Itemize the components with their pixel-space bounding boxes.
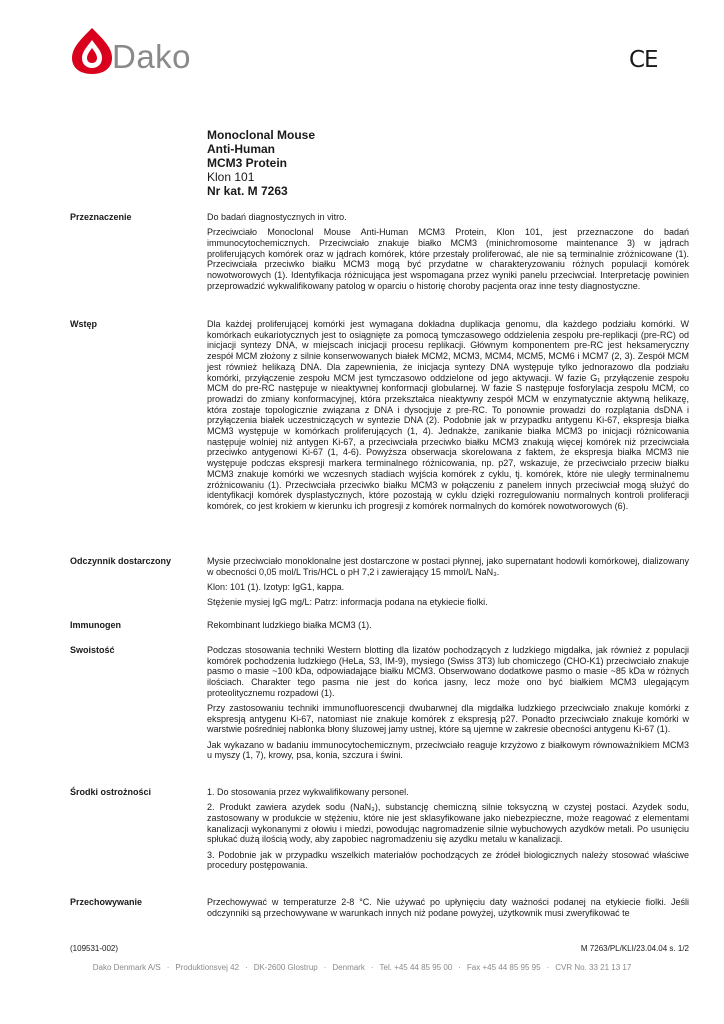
section-body [207, 787, 689, 875]
paragraph: 2. Produkt zawiera azydek sodu (NaN₃), substancję chemiczną silnie toksyczną w czystej postaci. Azydek sodu, zastosowany w produkcie w stężeniu, które nie jest sklasyfikowane jako niebezpieczne, może reagować z elementami kanalizacji wykonanymi z ołowiu i miedzi, powodując nagromadzenie silnie wybuchowych azydków metali. Po usunięciu spłukać dużą ilością wody, aby zapobiec nagromadzeniu się azydku metalu w kanalizacji. [207, 802, 689, 845]
title-line-4: Klon 101 [207, 170, 255, 184]
address-company: Dako Denmark A/S [92, 963, 161, 972]
paragraph: Podczas stosowania techniki Western blotting dla lizatów pochodzących z ludzkiego migdałka, jak również z populacji komórek pochodzenia ludzkiego (HeLa, S3, IM-9), mysiego (Swiss 3T3) lub chomiczego (CHO-K1) przeciwciało znakuje pasmo o masie ~100 kDa, odpowiadające białku MCM3. Obserwowano dodatkowe pasmo o masie ~85 kDa w różnych ilościach. Charakter tego pasma nie jest do końca jasny, lecz może ono być białkiem MCM3 ulegającym proteolitycznemu rozpadowi (1). [207, 645, 689, 698]
section-body [207, 212, 689, 296]
paragraph: Jak wykazano w badaniu immunocytochemicznym, przeciwciało reaguje krzyżowo z białkowym równoważnikiem MCM3 u myszy (1, 7), krowy, psa, konia, szczura i świni. [207, 739, 689, 761]
paragraph: Stężenie mysiej IgG mg/L: Patrz: informacja podana na etykiecie fiolki. [207, 597, 488, 608]
paragraph: 3. Podobnie jak w przypadku wszelkich materiałów pochodzących ze źródeł biologicznych należy stosować właściwe procedury postępowania. [207, 849, 689, 871]
section-label: Odczynnik dostarczony [70, 556, 172, 566]
section-label: Wstęp [70, 319, 97, 329]
address-phone: Tel. +45 44 85 95 00 [379, 963, 453, 972]
paragraph: Do badań diagnostycznych in vitro. [207, 212, 347, 222]
separator: · [245, 963, 248, 972]
page-reference: M 7263/PL/KLI/23.04.04 s. 1/2 [580, 944, 689, 953]
separator: · [323, 963, 327, 972]
brand-name: Dako [112, 38, 192, 75]
paragraph: Przeciwciało Monoclonal Mouse Anti-Human MCM3 Protein, Klon 101, jest przeznaczone do badań immunocytochemicznych. Przeciwciało znakuje białko MCM3 (minichromosome maintenance 3) w jądrach proliferujących komórek oraz w jądrach komórek, które przestały proliferować, ale nie są terminalnie zróżnicowane (1). Przeciwciała przeciwko białku MCM3 mogą być przydatne w charakteryzowaniu różnych populacji komórek nowotworowych (1). Identyfikacja różnicująca jest wspomagana przez wyniki panelu przeciwciał. Interpretację powinien przeprowadzić wykwalifikowany patolog w oparciu o historię choroby pacjenta oraz inne testy diagnostyczne. [207, 227, 689, 291]
paragraph: Mysie przeciwciało monoklonalne jest dostarczone w postaci płynnej, jako supernatant hodowli komórkowej, dializowany w obecności 0,05 mol/L Tris/HCL o pH 7,2 i zawierający 15 mmol/L NaN₃. [207, 556, 689, 577]
ce-mark-icon: CE [629, 47, 658, 73]
separator: · [166, 963, 170, 972]
title-line-5: Nr kat. M 7263 [207, 184, 288, 198]
separator: · [458, 963, 461, 972]
address-city: DK-2600 Glostrup [253, 963, 318, 972]
section-body [207, 620, 689, 635]
product-title [207, 128, 315, 198]
section-body [207, 897, 689, 923]
paragraph: 1. Do stosowania przez wykwalifikowany personel. [207, 787, 409, 797]
paragraph: Dla każdej proliferującej komórki jest wymagana dokładna duplikacja genomu, dla każdego podziału komórki. W komórkach eukariotycznych jest to osiągnięte za pomocą tymczasowego oddzielenia zespołu pre-replikacji (pre-RC) od inicjacji syntezy DNA, w miejscach inicjacji procesu replikacji. Głównym komponentem pre-RC jest heksameryczny zespół MCM złożony z silnie konserwowanych białek MCM2, MCM3, MCM4, MCM5, MCM6 i MCM7 (2, 3). Zespół MCM jest również helikazą DNA. Dla zapewnienia, że inicjacja syntezy DNA występuje tylko jednorazowo dla podziału komórki, przyłączenie zespołu MCM jest tymczasowo oddzielone od jego aktywacji. W fazie G₁ przyłączenie zespołu MCM do pre-RC następuje w nieaktywnej konformacji globularnej. W fazie S następuje fosforylacja zespołu MCM, co prowadzi do zmiany konformacyjnej, która przekształca nieaktywny zespół MCM w enzymatycznie aktywną helikazę, która zostaje topologicznie związana z DNA i dysocjuje z pre-RC. To ponownie prowadzi do rozplątania dsDNA i przyłączenia białek uczestniczących w syntezie DNA (2). Podobnie jak w przypadku antygenu Ki-67, ekspresja białka MCM3 występuje w komórkach proliferujących (1, 4). Jednakże, zanikanie białka MCM3 po inicjacji różnicowania następuje wolniej niż antygen Ki-67, a przeciwciała przeciwko białku MCM3 znakują więcej komórek niż przeciwciała przeciwko antygenowi Ki-67 (1, 4-6). Powyższa obserwacja skorelowana z faktem, że ekspresja białka MCM3 nie występuje podczas ekspresji markera terminalnego różnicowania, np. p27, wskazuje, że przeciwciało przeciw białku MCM3 znakuje komórki we wczesnych stadiach wyjścia komórek z cyklu, tj. komórek, które nie uległy terminalnemu zróżnicowaniu (1). Przeciwciała przeciwko białku MCM3 w połączeniu z panelem innych przeciwciał mogą służyć do identyfikacji komórek dysplastycznych, które pozostają w cyklu dzięki rozregulowaniu normalnych kontroli proliferacji komórek, co jest krokiem w kierunku ich progresji z komórek normalnych do komórek nowotworowych (6). [207, 319, 689, 511]
section-body [207, 556, 689, 612]
section-label: Przechowywanie [70, 897, 143, 907]
address-fax: Fax +45 44 85 95 95 [466, 963, 541, 972]
company-address [0, 963, 724, 972]
paragraph: Klon: 101 (1). Izotyp: IgG1, kappa. [207, 581, 345, 592]
separator: · [546, 963, 550, 972]
section-body [207, 319, 689, 516]
paragraph: Rekombinant ludzkiego białka MCM3 (1). [207, 620, 372, 630]
title-line-1: Monoclonal Mouse [207, 128, 315, 142]
address-street: Produktionsvej 42 [175, 963, 240, 972]
section-label: Środki ostrożności [70, 787, 152, 797]
title-line-3: MCM3 Protein [207, 156, 288, 170]
address-country: Denmark [332, 963, 365, 972]
separator: · [370, 963, 374, 972]
paragraph: Przechowywać w temperaturze 2-8 °C. Nie używać po upłynięciu daty ważności podanej na etykiecie fiolki. Jeśli odczynniki są przechowywane w warunkach innych niż podane powyżej, użytkownik musi zweryfikować te [207, 897, 689, 918]
section-label: Przeznaczenie [70, 212, 132, 222]
paragraph: Przy zastosowaniu techniki immunofluorescencji dwubarwnej dla migdałka ludzkiego przeciwciało znakuje komórki z ekspresją antygenu Ki-67, natomiast nie znakuje komórek z ekspresją p27. Ponadto przeciwciało znakuje komórki w warstwie pośredniej nabłonka błony śluzowej jamy ustnej, które są ujemne w zakresie obecności antygenu Ki-67 (1). [207, 703, 689, 735]
section-label: Immunogen [70, 620, 121, 630]
title-line-2: Anti-Human [207, 142, 275, 156]
section-label: Swoistość [70, 645, 115, 655]
section-body [207, 645, 689, 766]
doc-code: (109531-002) [70, 944, 119, 953]
address-cvr: CVR No. 33 21 13 17 [555, 963, 632, 972]
